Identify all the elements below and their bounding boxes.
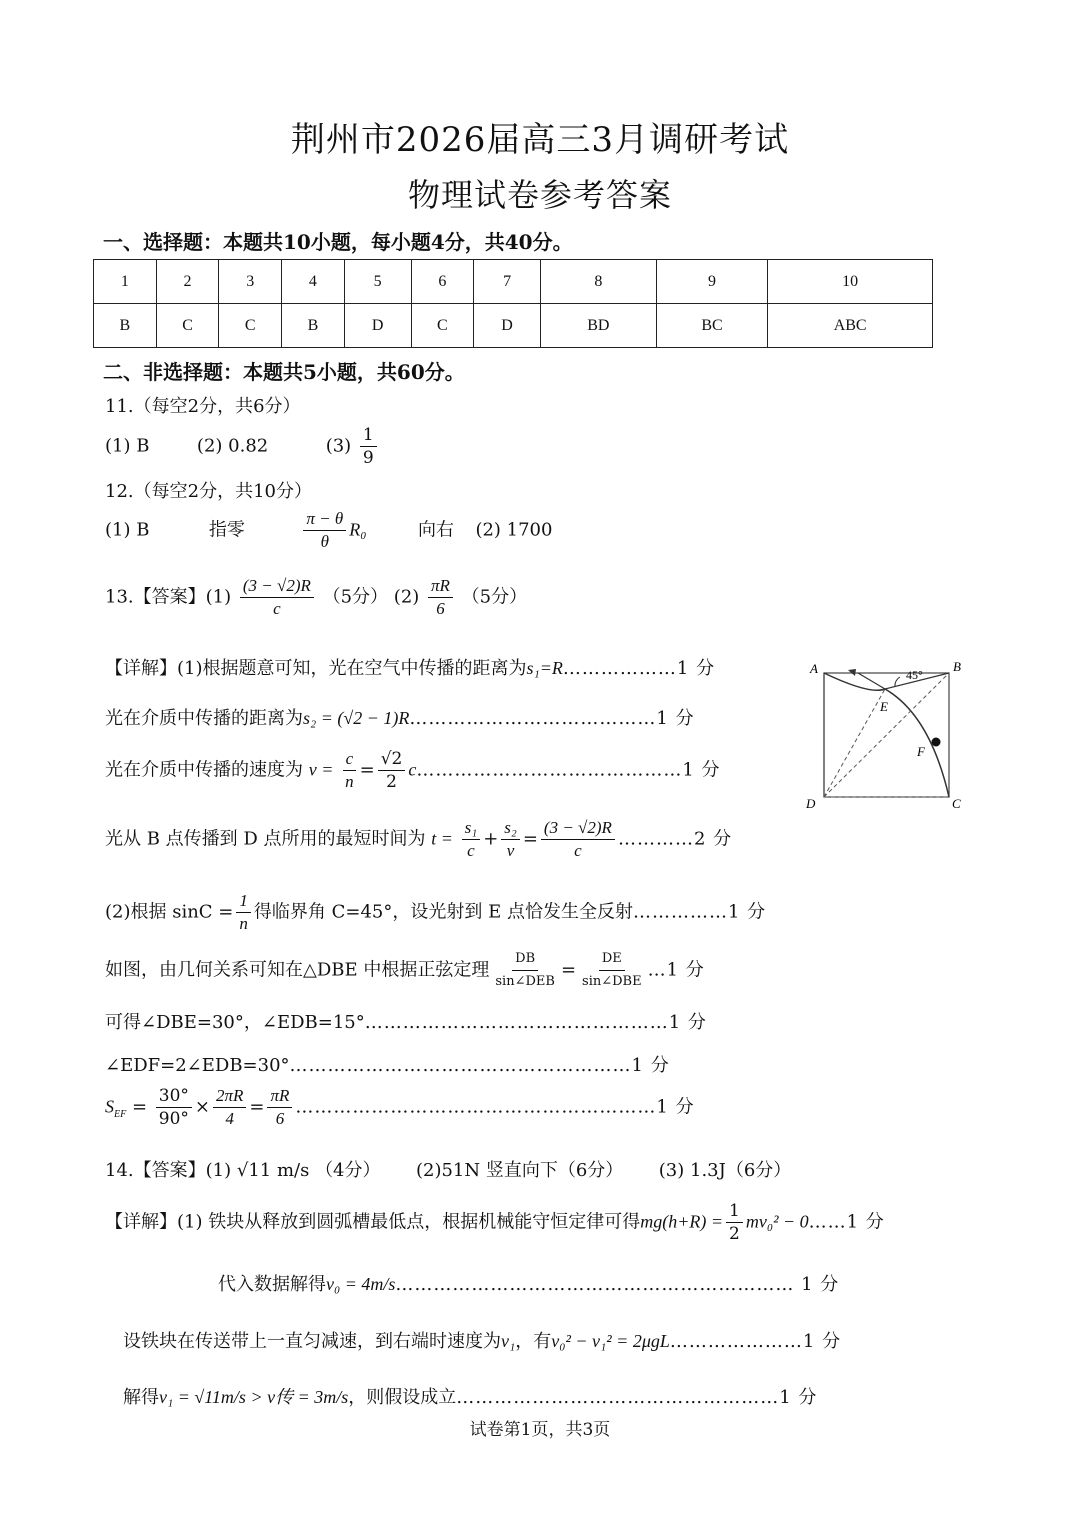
figure-label-e: E bbox=[880, 699, 888, 714]
q12-frac-tail: R₀ bbox=[349, 519, 367, 540]
table-cell: 4 bbox=[282, 260, 345, 304]
q13-detail-5: (2)根据 sinC = $\frac{1}{n}$ 得临界角 C=45°，设光射到 E 点恰发生全反射……………1 分 bbox=[105, 891, 767, 933]
page-subtitle: 物理试卷参考答案 bbox=[407, 176, 672, 214]
figure-label-a: A bbox=[810, 661, 818, 676]
table-cell: 10 bbox=[768, 260, 933, 304]
q11-answers bbox=[105, 424, 380, 469]
q11-fraction: $\frac{1}{9}$ bbox=[360, 424, 377, 469]
q14-score1: （4分） bbox=[315, 1160, 381, 1181]
table-cell: C bbox=[411, 304, 474, 348]
figure-point-f bbox=[932, 738, 941, 747]
table-row-answers bbox=[94, 304, 933, 348]
table-cell: BD bbox=[540, 304, 656, 348]
q13-detail-7: 可得∠DBE=30°，∠EDB=15°…………………………………………1 分 bbox=[105, 1012, 707, 1033]
q14-answer-line bbox=[105, 1156, 791, 1182]
q12-head: 12.（每空2分，共10分） bbox=[105, 481, 312, 502]
table-cell: ABC bbox=[768, 304, 933, 348]
q13-answer-line bbox=[105, 575, 527, 620]
q12-fraction: $\frac{\pi - \theta}{\theta}$ bbox=[303, 508, 346, 553]
table-cell: 7 bbox=[474, 260, 541, 304]
q14-head: 14.【答案】(1) bbox=[105, 1160, 232, 1181]
q12-a2: 指零 bbox=[208, 519, 245, 541]
q13-detail-1: 【详解】(1)根据题意可知，光在空气中传播的距离为s₁=R………………1 分 bbox=[105, 658, 716, 679]
figure-label-c: C bbox=[952, 796, 961, 811]
q14-detail-1: 【详解】(1) 铁块从释放到圆弧槽最低点，根据机械能守恒定律可得mg(h+R) = $\frac{1}{2}$ mv₀² − 0……1 分 bbox=[105, 1201, 885, 1244]
q13-score2: （5分） bbox=[461, 586, 528, 608]
q13-geometry-figure bbox=[800, 655, 975, 815]
section1-heading: 一、选择题：本题共10小题，每小题4分，共40分。 bbox=[103, 230, 573, 254]
q14-detail-2: 代入数据解得v₀ = 4m/s……………………………………………………… 1 分 bbox=[218, 1274, 840, 1295]
figure-label-b: B bbox=[953, 659, 961, 674]
table-cell: 8 bbox=[540, 260, 656, 304]
table-cell: 2 bbox=[156, 260, 219, 304]
table-cell: C bbox=[156, 304, 219, 348]
figure-line-de bbox=[824, 689, 885, 797]
q13-detail-8: ∠EDF=2∠EDB=30°………………………………………………1 分 bbox=[105, 1055, 670, 1076]
table-cell: C bbox=[219, 304, 282, 348]
q12-answers bbox=[105, 508, 552, 553]
q13-detail-6: 如图，由几何关系可知在△DBE 中根据正弦定理 $\frac{DB}{\text{sin∠DEB}}$ = $\frac{DE}{\text{sin∠DBE}}$ …1 分 bbox=[105, 948, 705, 993]
table-cell: 5 bbox=[344, 260, 411, 304]
table-cell: BC bbox=[656, 304, 768, 348]
q13-detail-3: 光在介质中传播的速度为 v = $\frac{c}{n}$ = $\frac{√2}{2}$ c……………………………………1 分 bbox=[105, 749, 721, 792]
q14-detail-4: 解得v₁ = √11m/s > v传 = 3m/s，则假设成立……………………………………………1 分 bbox=[123, 1387, 818, 1408]
q13-a1-fraction: $\frac{(3 - √2)R}{c}$ bbox=[240, 575, 314, 620]
figure-line-ea bbox=[858, 673, 885, 689]
q13-a2-fraction: $\frac{\pi R}{6}$ bbox=[428, 575, 453, 620]
q11-head: 11.（每空2分，共6分） bbox=[105, 396, 301, 417]
q11-a1: (1) B bbox=[105, 435, 150, 457]
figure-label-f: F bbox=[917, 744, 925, 759]
table-row-numbers bbox=[94, 260, 933, 304]
q13-detail-4: 光从 B 点传播到 D 点所用的最短时间为 t = $\frac{\text{s₁}}{c}$ + $\frac{\text{s₂}}{v}$ = $\frac{(3 - √2)R}{c}$ …………2 分 bbox=[105, 818, 733, 860]
q14-a2: (2)51N 竖直向下（6分） bbox=[415, 1160, 624, 1181]
q12-a1: (1) B bbox=[105, 519, 150, 541]
table-cell: 6 bbox=[411, 260, 474, 304]
q13-score1: （5分） bbox=[322, 586, 389, 608]
q11-a3: (3) bbox=[325, 435, 352, 457]
page-footer: 试卷第1页，共3页 bbox=[469, 1420, 611, 1440]
table-cell: 1 bbox=[94, 260, 157, 304]
figure-label-d: D bbox=[806, 796, 816, 811]
table-cell: D bbox=[474, 304, 541, 348]
q14-a3: (3) 1.3J（6分） bbox=[658, 1160, 792, 1181]
q12-a5: (2) 1700 bbox=[475, 519, 553, 541]
q13-head: 13.【答案】(1) bbox=[105, 586, 232, 608]
section2-heading: 二、非选择题：本题共5小题，共60分。 bbox=[103, 360, 465, 384]
figure-label-angle: 45° bbox=[906, 668, 923, 682]
answer-table bbox=[93, 259, 933, 348]
q13-detail-9: $S_{EF}$ = $\frac{30^\circ}{90^\circ}$ × $\frac{2\pi R}{4}$ = $\frac{\pi R}{6}$ …………………………………………………1 分 bbox=[105, 1086, 695, 1129]
q13-detail-2: 光在介质中传播的距离为s₂ = (√2 − 1)R…………………………………1 分 bbox=[105, 708, 695, 729]
table-cell: D bbox=[344, 304, 411, 348]
q12-a4: 向右 bbox=[417, 519, 454, 541]
page-title: 荆州市2026届高三3月调研考试 bbox=[290, 120, 790, 160]
q14-a1: √11 m/s bbox=[236, 1160, 310, 1181]
table-cell: 9 bbox=[656, 260, 768, 304]
figure-diagonal-db bbox=[824, 673, 949, 797]
table-cell: B bbox=[94, 304, 157, 348]
q13-part2: (2) bbox=[393, 586, 420, 608]
q11-a2: (2) 0.82 bbox=[196, 435, 269, 457]
table-cell: 3 bbox=[219, 260, 282, 304]
table-cell: B bbox=[282, 304, 345, 348]
q14-detail-3: 设铁块在传送带上一直匀减速，到右端时速度为v₁，有v₀² − v₁² = 2μgL…………………1 分 bbox=[123, 1331, 842, 1352]
